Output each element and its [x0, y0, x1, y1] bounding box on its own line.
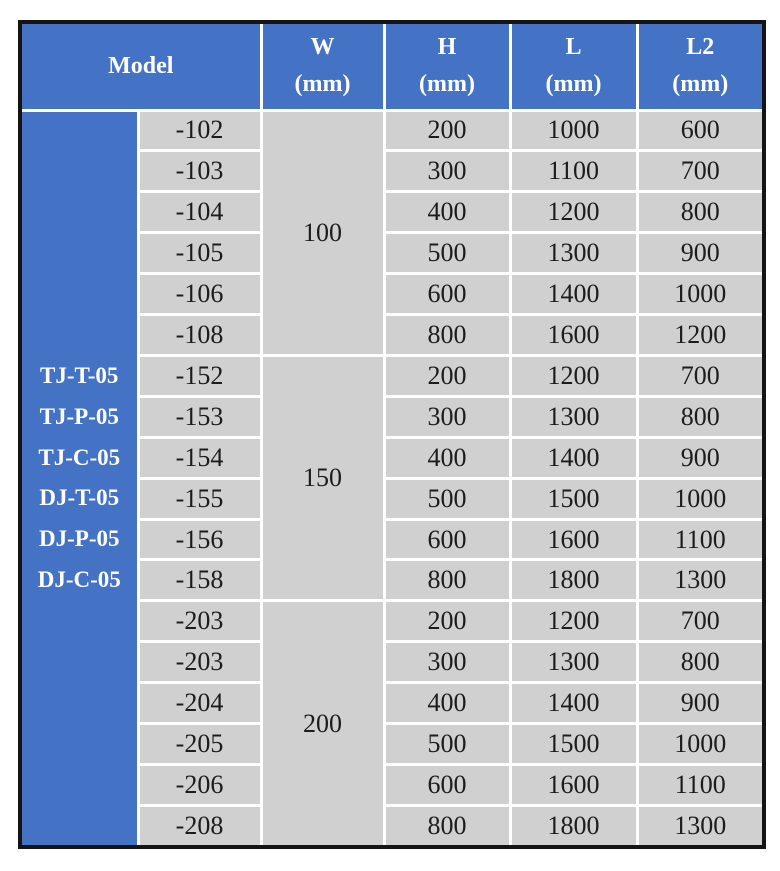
- cell-model-suffix: -203: [138, 642, 261, 683]
- cell-h: 300: [384, 151, 510, 192]
- cell-h: 500: [384, 478, 510, 519]
- model-series-cell: [20, 110, 138, 847]
- cell-h: 200: [384, 601, 510, 642]
- cell-model-suffix: -105: [138, 233, 261, 274]
- cell-model-suffix: -152: [138, 355, 261, 396]
- cell-model-suffix: -205: [138, 724, 261, 765]
- cell-l: 1600: [510, 315, 637, 356]
- cell-h: 300: [384, 396, 510, 437]
- cell-model-suffix: -102: [138, 110, 261, 151]
- spec-table: [18, 20, 766, 849]
- cell-model-suffix: -203: [138, 601, 261, 642]
- cell-l2: 1200: [637, 315, 764, 356]
- cell-l: 1200: [510, 601, 637, 642]
- cell-model-suffix: -103: [138, 151, 261, 192]
- cell-l: 1000: [510, 110, 637, 151]
- header-l: [510, 22, 637, 110]
- header-model-label: Model: [108, 52, 174, 79]
- cell-l: 1300: [510, 233, 637, 274]
- cell-model-suffix: -104: [138, 192, 261, 233]
- cell-w: 150: [261, 355, 384, 600]
- header-l2-unit: (mm): [672, 71, 729, 98]
- table-row: [20, 110, 764, 151]
- cell-w: 100: [261, 110, 384, 355]
- cell-l: 1800: [510, 805, 637, 847]
- cell-l2: 1100: [637, 765, 764, 806]
- cell-l2: 1100: [637, 519, 764, 560]
- model-name: TJ-C-05: [38, 444, 121, 470]
- header-h: [384, 22, 510, 110]
- header-row: [20, 22, 764, 110]
- cell-l2: 800: [637, 642, 764, 683]
- cell-h: 500: [384, 724, 510, 765]
- model-name: DJ-C-05: [37, 566, 121, 592]
- cell-model-suffix: -153: [138, 396, 261, 437]
- cell-l: 1400: [510, 683, 637, 724]
- cell-model-suffix: -158: [138, 560, 261, 601]
- spec-table-body: [20, 110, 764, 847]
- cell-l: 1200: [510, 355, 637, 396]
- cell-model-suffix: -106: [138, 274, 261, 315]
- cell-l2: 900: [637, 233, 764, 274]
- cell-l2: 1000: [637, 274, 764, 315]
- cell-l2: 1300: [637, 560, 764, 601]
- model-name: DJ-T-05: [39, 485, 120, 511]
- cell-w: 200: [261, 601, 384, 847]
- cell-h: 800: [384, 315, 510, 356]
- cell-model-suffix: -206: [138, 765, 261, 806]
- cell-l2: 700: [637, 151, 764, 192]
- cell-h: 400: [384, 683, 510, 724]
- cell-l2: 900: [637, 683, 764, 724]
- cell-h: 800: [384, 560, 510, 601]
- cell-l: 1400: [510, 274, 637, 315]
- header-w-unit: (mm): [294, 71, 351, 98]
- cell-l: 1100: [510, 151, 637, 192]
- cell-l: 1300: [510, 396, 637, 437]
- cell-l: 1300: [510, 642, 637, 683]
- cell-h: 200: [384, 355, 510, 396]
- model-name: DJ-P-05: [39, 525, 120, 551]
- cell-l: 1800: [510, 560, 637, 601]
- cell-l: 1400: [510, 437, 637, 478]
- cell-l: 1500: [510, 478, 637, 519]
- cell-h: 300: [384, 642, 510, 683]
- cell-l2: 800: [637, 396, 764, 437]
- cell-l2: 800: [637, 192, 764, 233]
- cell-model-suffix: -208: [138, 805, 261, 847]
- header-w-label: W: [310, 34, 335, 61]
- cell-l: 1500: [510, 724, 637, 765]
- cell-model-suffix: -155: [138, 478, 261, 519]
- model-name: TJ-T-05: [40, 363, 119, 389]
- cell-model-suffix: -156: [138, 519, 261, 560]
- header-l-label: L: [565, 34, 582, 61]
- cell-l2: 900: [637, 437, 764, 478]
- cell-l2: 1300: [637, 805, 764, 847]
- cell-h: 400: [384, 192, 510, 233]
- cell-h: 500: [384, 233, 510, 274]
- cell-l2: 600: [637, 110, 764, 151]
- header-h-unit: (mm): [419, 71, 475, 98]
- cell-h: 800: [384, 805, 510, 847]
- header-w: [261, 22, 384, 110]
- cell-l2: 700: [637, 355, 764, 396]
- cell-h: 400: [384, 437, 510, 478]
- model-series-list: [22, 112, 137, 846]
- cell-l2: 1000: [637, 478, 764, 519]
- cell-h: 200: [384, 110, 510, 151]
- cell-l2: 700: [637, 601, 764, 642]
- cell-l: 1200: [510, 192, 637, 233]
- header-model: [20, 22, 261, 110]
- header-l-unit: (mm): [545, 71, 602, 98]
- cell-l: 1600: [510, 765, 637, 806]
- cell-h: 600: [384, 519, 510, 560]
- cell-model-suffix: -108: [138, 315, 261, 356]
- cell-model-suffix: -204: [138, 683, 261, 724]
- model-name: TJ-P-05: [39, 403, 119, 429]
- cell-h: 600: [384, 765, 510, 806]
- header-l2: [637, 22, 764, 110]
- cell-h: 600: [384, 274, 510, 315]
- header-h-label: H: [437, 34, 457, 61]
- cell-l: 1600: [510, 519, 637, 560]
- header-l2-label: L2: [686, 34, 715, 61]
- cell-l2: 1000: [637, 724, 764, 765]
- cell-model-suffix: -154: [138, 437, 261, 478]
